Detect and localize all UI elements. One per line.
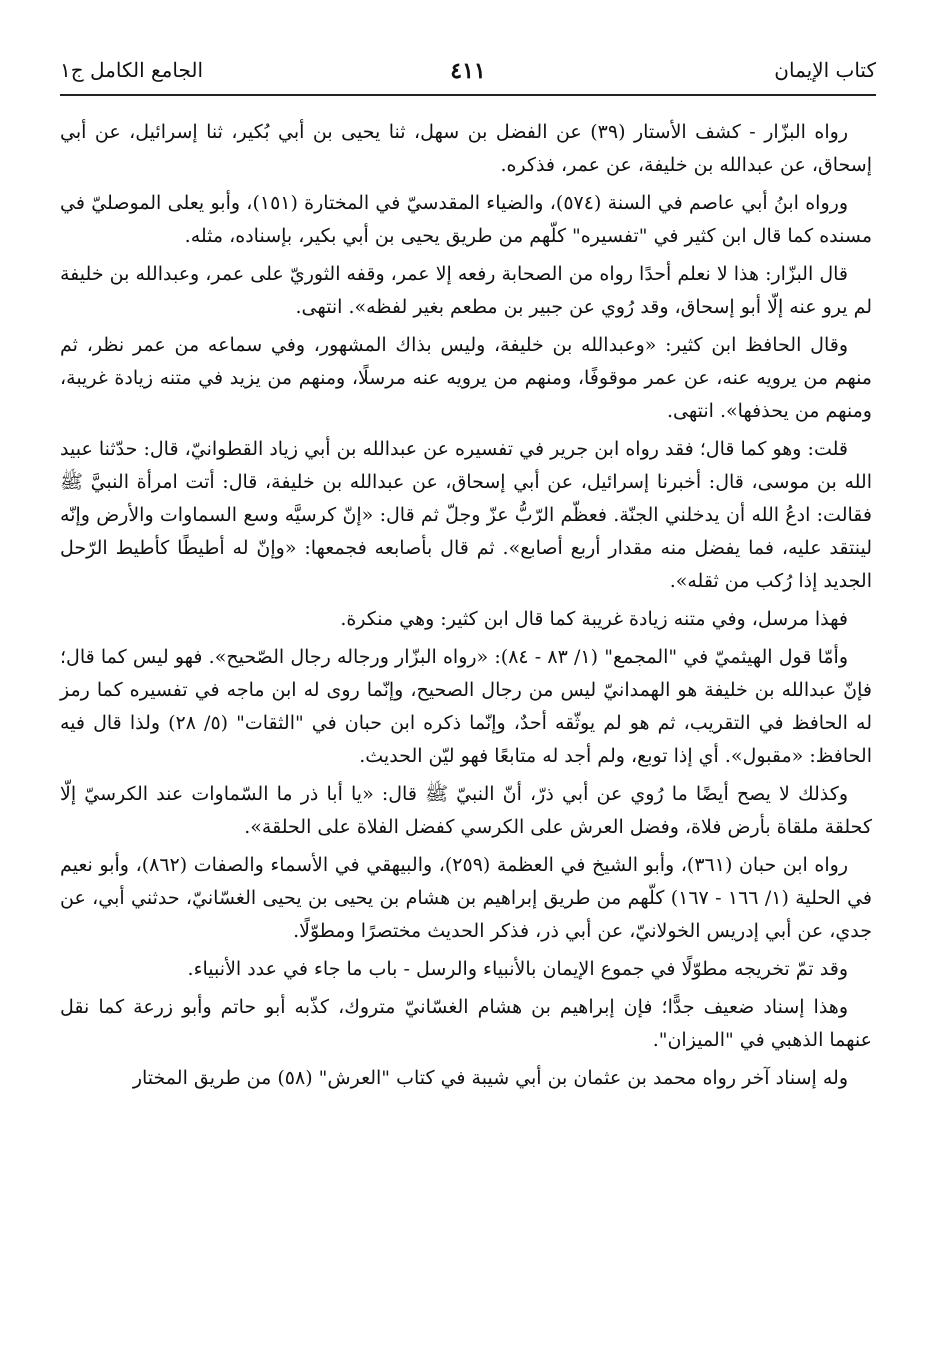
paragraph: قال البزّار: هذا لا نعلم أحدًا رواه من الصحابة رفعه إلا عمر، وقفه الثوريّ على عمر، وعبدالله بن خليفة لم يرو عنه إلّا أبو إسحاق، وقد رُوي عن جبير بن مطعم بغير لفظه». انتهى. (60, 263, 872, 318)
paragraph: وله إسناد آخر رواه محمد بن عثمان بن أبي شيبة في كتاب "العرش" (٥٨) من طريق المختار (132, 1067, 848, 1089)
paragraph: وأمّا قول الهيثميّ في "المجمع" (١/ ٨٣ - ٨٤): «رواه البزّار ورجاله رجال الصّحيح». فهو ليس كما قال؛ فإنّ عبدالله بن خليفة هو الهمدانيّ ليس من رجال الصحيح، وإنّما روى له ابن ماجه في تفسيره كما رمز له الحافظ في التقريب، ثم هو لم يوثّقه أحدٌ، وإنّما ذكره ابن حبان في "الثقات" (٥/ ٢٨) ولذا قال فيه الحافظ: «مقبول». أي إذا توبع، ولم أجد له متابعًا فهو ليّن الحديث. (60, 646, 872, 767)
paragraph: وقال الحافظ ابن كثير: «وعبدالله بن خليفة، وليس بذاك المشهور، وفي سماعه من عمر نظر، ثم منهم من يرويه عنه، عن عمر موقوفًا، ومنهم من يرويه عنه مرسلًا، ومنهم من يزيد في متنه زيادة غريبة، ومنهم من يحذفها». انتهى. (60, 334, 872, 422)
paragraph: فهذا مرسل، وفي متنه زيادة غريبة كما قال ابن كثير: وهي منكرة. (340, 608, 848, 630)
paragraph: رواه ابن حبان (٣٦١)، وأبو الشيخ في العظمة (٢٥٩)، والبيهقي في الأسماء والصفات (٨٦٢)، وأبو نعيم في الحلية (١/ ١٦٦ - ١٦٧) كلّهم من طريق إبراهيم بن هشام بن يحيى بن يحيى الغسّانيّ، حدثني أبي، عن جدي، عن أبي إدريس الخولانيّ، عن أبي ذر، فذكر الحديث مختصرًا ومطوّلًا. (60, 854, 872, 942)
chapter-title: كتاب الإيمان (774, 58, 876, 82)
paragraph: قلت: وهو كما قال؛ فقد رواه ابن جرير في تفسيره عن عبدالله بن أبي زياد القطوانيّ، قال: حدّثنا عبيد الله بن موسى، قال: أخبرنا إسرائيل، عن أبي إسحاق، عن عبدالله بن خليفة، قال: أتت امرأة النبيَّ ﷺ فقالت: ادعُ الله أن يدخلني الجنّة. فعظّم الرّبُّ عزّ وجلّ ثم قال: «إنّ كرسيَّه وسع السماوات والأرض وإنّه لينتقد عليه، فما يفضل منه مقدار أربع أصابع». ثم قال بأصابعه فجمعها: «وإنّ له أطيطًا كأطيط الرّحل الجديد إذا رُكب من ثقله». (60, 438, 872, 592)
book-title: الجامع الكامل ج١ (60, 58, 204, 82)
paragraph: وكذلك لا يصح أيضًا ما رُوي عن أبي ذرّ، أنّ النبيّ ﷺ قال: «يا أبا ذر ما السّماوات عند الكرسيّ إلّا كحلقة ملقاة بأرض فلاة، وفضل العرش على الكرسي كفضل الفلاة على الحلقة». (60, 783, 872, 838)
running-header (60, 52, 876, 96)
paragraph: وهذا إسناد ضعيف جدًّا؛ فإن إبراهيم بن هشام الغسّانيّ متروك، كذّبه أبو حاتم وأبو زرعة كما نقل عنهما الذهبي في "الميزان". (60, 996, 872, 1051)
body-text (60, 116, 872, 1100)
paragraph: رواه البزّار - كشف الأستار (٣٩) عن الفضل بن سهل، ثنا يحيى بن أبي بُكير، ثنا إسرائيل، عن أبي إسحاق، عن عبدالله بن خليفة، عن عمر، فذكره. (60, 121, 872, 176)
header-rule (60, 94, 876, 96)
paragraph: ورواه ابنُ أبي عاصم في السنة (٥٧٤)، والضياء المقدسيّ في المختارة (١٥١)، وأبو يعلى الموصليّ في مسنده كما قال ابن كثير في "تفسيره" كلّهم من طريق يحيى بن أبي بكير، بإسناده، مثله. (60, 192, 872, 247)
paragraph: وقد تمّ تخريجه مطوّلًا في جموع الإيمان بالأنبياء والرسل - باب ما جاء في عدد الأنبياء. (187, 958, 848, 980)
page-number: ٤١١ (450, 58, 486, 84)
